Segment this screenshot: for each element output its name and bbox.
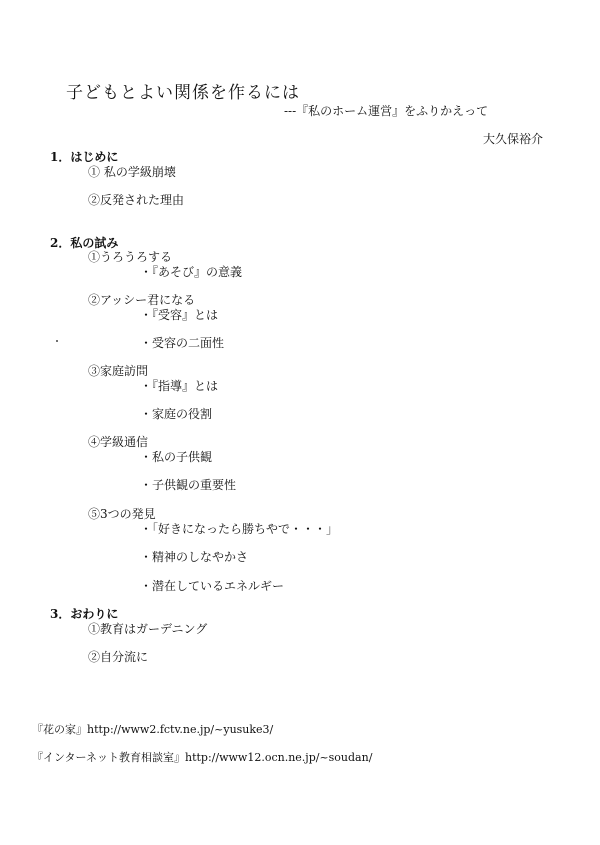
author-name: 大久保裕介 [483, 132, 544, 146]
outline-subitem: ・子供観の重要性 [140, 478, 237, 492]
section-heading-attempts: 2．私の試み [50, 236, 119, 250]
outline-item: ①うろうろする [88, 250, 173, 264]
outline-subitem: ・受容の二面性 [140, 336, 225, 350]
outline-subitem: ・家庭の役割 [140, 407, 213, 421]
website-reference: 『インターネット教育相談室』http://www12.ocn.ne.jp/~soudan/ [32, 751, 373, 764]
outline-subitem: ・私の子供観 [140, 450, 213, 464]
document-subtitle: ---『私のホーム運営』をふりかえって [284, 104, 489, 118]
outline-subitem: ・潜在しているエネルギー [140, 579, 285, 593]
section-heading-conclusion: 3．おわりに [50, 607, 119, 621]
section-heading-intro: 1．はじめに [50, 150, 119, 164]
outline-item: ① 私の学級崩壊 [88, 165, 176, 179]
outline-subitem: ・『指導』とは [140, 379, 219, 393]
outline-item: ②反発された理由 [88, 193, 185, 207]
document-title: 子どもとよい関係を作るには [66, 83, 300, 103]
outline-subitem: ・精神のしなやかさ [140, 550, 249, 564]
scan-speck [56, 340, 58, 342]
outline-subitem: ・『あそび』の意義 [140, 265, 243, 279]
outline-subitem: ・『受容』とは [140, 308, 219, 322]
outline-item: ②自分流に [88, 650, 149, 664]
outline-item: ⑤3つの発見 [88, 507, 156, 521]
outline-item: ①教育はガーデニング [88, 622, 208, 636]
outline-item: ④学級通信 [88, 435, 149, 449]
website-reference: 『花の家』http://www2.fctv.ne.jp/~yusuke3/ [32, 723, 274, 736]
outline-subitem: ・「好きになったら勝ちやで・・・」 [140, 522, 339, 536]
outline-item: ②アッシー君になる [88, 293, 196, 307]
outline-item: ③家庭訪問 [88, 364, 149, 378]
